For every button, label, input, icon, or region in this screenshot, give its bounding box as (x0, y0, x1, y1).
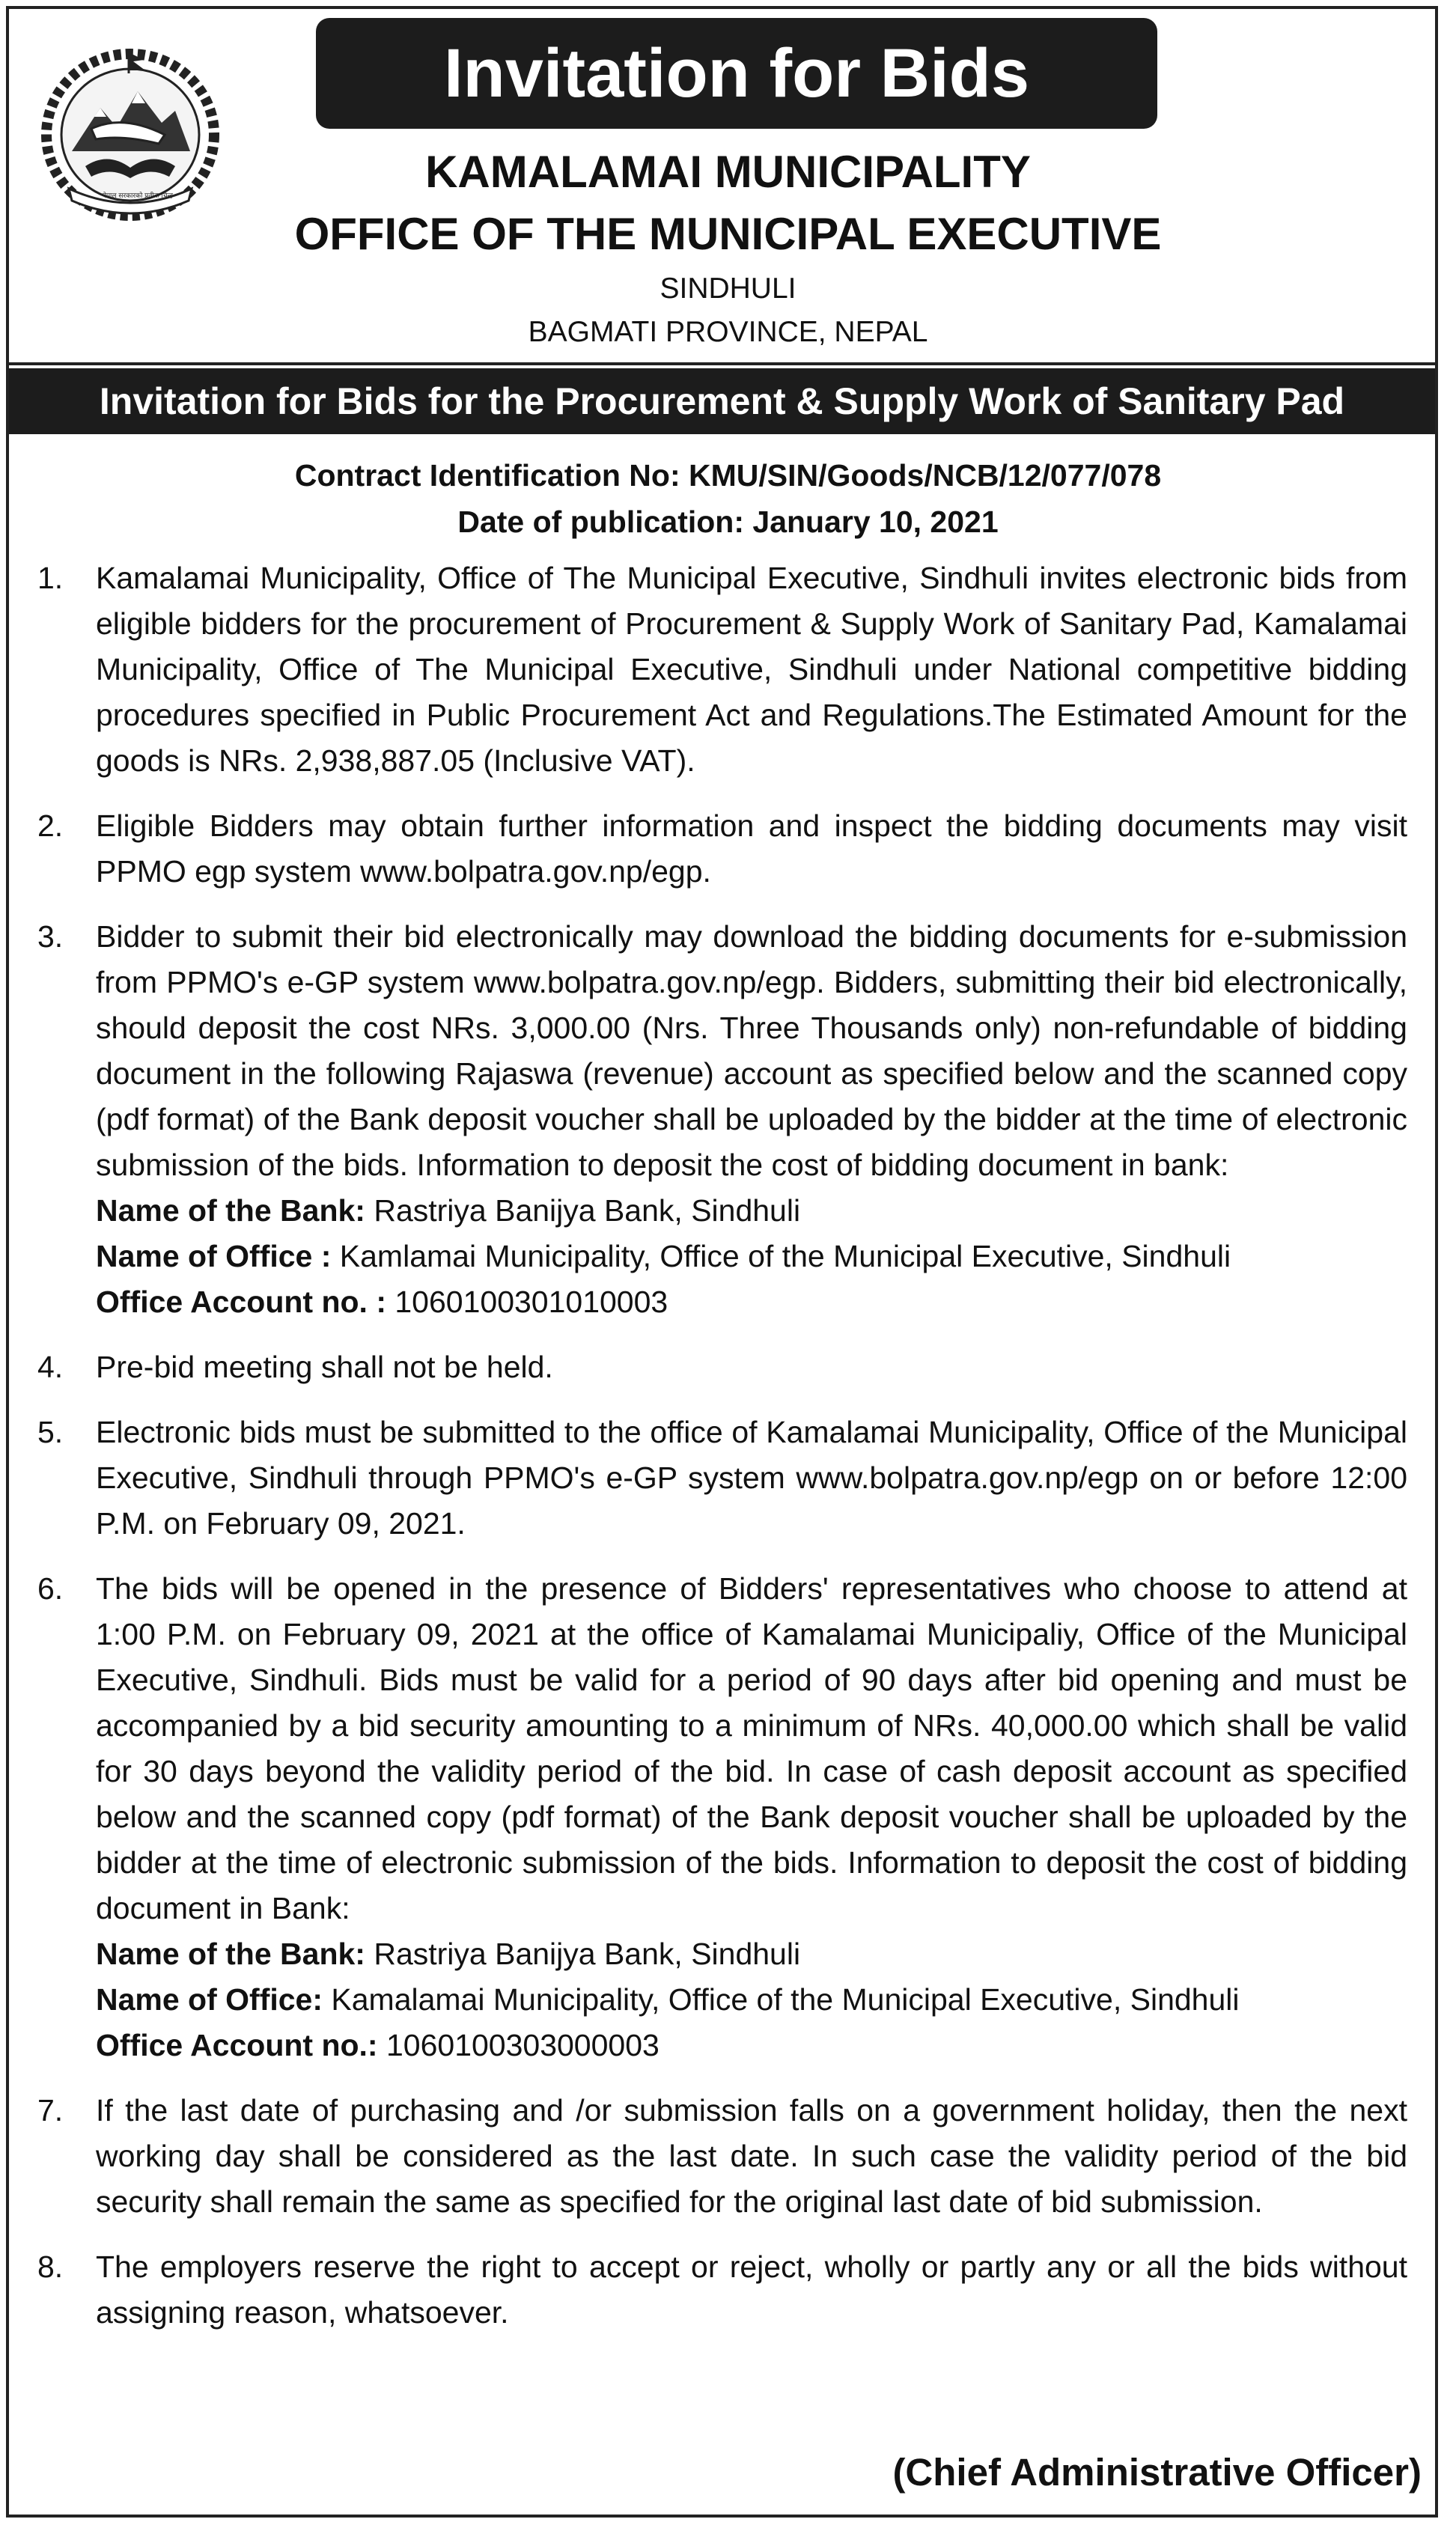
list-item (37, 555, 1407, 784)
item-text: Kamalamai Municipality, Office of The Municipal Executive, Sindhuli invites electronic bids from eligible bidders for the procurement of Procurement & Supply Work of Sanitary Pad, Kamalamai Municipality, Office of The Municipal Executive, Sindhuli under National competitive bidding procedures specified in Public Procurement Act and Regulations.The Estimated Amount for the goods is NRs. 2,938,887.05 (Inclusive VAT). (96, 561, 1407, 778)
item-text: The bids will be opened in the presence of Bidders' representatives who choose to attend at 1:00 P.M. on February 09, 2021 at the office of Kamalamai Municipaliy, Office of the Municipal Executive, Sindhuli. Bids must be valid for a period of 90 days after bid opening and must be accompanied by a bid security amounting to a minimum of NRs. 40,000.00 which shall be valid for 30 days beyond the validity period of the bid. In case of cash deposit account as specified below and the scanned copy (pdf format) of the Bank deposit voucher shall be uploaded by the bidder at the time of electronic submission of the bids. Information to deposit the cost of bidding document in Bank: (96, 1571, 1407, 1925)
list-item (37, 803, 1407, 895)
account-info-line (96, 2023, 1407, 2068)
list-item (37, 1410, 1407, 1547)
bank-info-line (96, 1188, 1407, 1234)
notice-items (37, 555, 1407, 2355)
office-info-line (96, 1234, 1407, 1279)
list-item (37, 1566, 1407, 2068)
account-value: 1060100301010003 (386, 1285, 668, 1319)
item-text: Electronic bids must be submitted to the office of Kamalamai Municipality, Office of the Municipal Executive, Sindhuli through PPMO's e-GP system www.bolpatra.gov.np/egp on or before 12:00 P.M. on February 09, 2021. (96, 1415, 1407, 1541)
item-number: 8. (37, 2250, 64, 2284)
bank-label: Name of the Bank: (96, 1193, 365, 1228)
banner-title: Invitation for Bids (316, 18, 1157, 129)
item-number: 2. (37, 808, 64, 843)
item-number: 4. (37, 1350, 64, 1384)
item-number: 1. (37, 561, 64, 595)
item-number: 5. (37, 1415, 64, 1449)
office-value: Kamalamai Municipality, Office of the Municipal Executive, Sindhuli (323, 1982, 1240, 2017)
contract-identification: Contract Identification No: KMU/SIN/Goods/NCB/12/077/078 (294, 458, 1162, 493)
account-value: 1060100303000003 (377, 2028, 660, 2062)
office-value: Kamlamai Municipality, Office of the Municipal Executive, Sindhuli (331, 1239, 1231, 1273)
office-info-line (96, 1977, 1407, 2023)
office-label: Name of Office: (96, 1982, 323, 2017)
signature-block: (Chief Administrative Officer) (892, 2451, 1422, 2494)
list-item (37, 2088, 1407, 2225)
item-number: 3. (37, 919, 64, 954)
emblem-ribbon-text: नेपाल सरकारको प्रतीक चिन्ह (102, 192, 174, 200)
account-label: Office Account no.: (96, 2028, 378, 2062)
item-text: Pre-bid meeting shall not be held. (96, 1350, 553, 1384)
divider (9, 362, 1435, 365)
province-name: BAGMATI PROVINCE, NEPAL (528, 316, 928, 348)
account-label: Office Account no. : (96, 1285, 386, 1319)
bank-value: Rastriya Banijya Bank, Sindhuli (365, 1937, 801, 1971)
bank-label: Name of the Bank: (96, 1937, 365, 1971)
list-item (37, 1344, 1407, 1390)
item-text: Bidder to submit their bid electronically may download the bidding documents for e-submission from PPMO's e-GP system www.bolpatra.gov.np/egp. Bidders, submitting their bid electronically, should deposit the cost NRs. 3,000.00 (Nrs. Three Thousands only) non-refundable of bidding document in the following Rajaswa (revenue) account as specified below and the scanned copy (pdf format) of the Bank deposit voucher shall be uploaded by the bidder at the time of electronic submission of the bids. Information to deposit the cost of bidding document in bank: (96, 919, 1407, 1182)
item-text: If the last date of purchasing and /or submission falls on a government holiday, then the next working day shall be considered as the last date. In such case the validity period of the bid security shall remain the same as specified for the original last date of bid submission. (96, 2093, 1407, 2219)
account-info-line (96, 1279, 1407, 1325)
publication-date: Date of publication: January 10, 2021 (457, 505, 999, 539)
notice-title: Invitation for Bids for the Procurement & Supply Work of Sanitary Pad (9, 368, 1435, 434)
office-label: Name of Office : (96, 1239, 332, 1273)
item-text: Eligible Bidders may obtain further information and inspect the bidding documents may visit PPMO egp system www.bolpatra.gov.np/egp. (96, 808, 1407, 889)
office-name: OFFICE OF THE MUNICIPAL EXECUTIVE (294, 209, 1162, 259)
item-number: 6. (37, 1571, 64, 1606)
org-name: KAMALAMAI MUNICIPALITY (425, 147, 1031, 197)
district-name: SINDHULI (660, 272, 796, 305)
list-item (37, 2244, 1407, 2336)
bank-info-line (96, 1931, 1407, 1977)
item-number: 7. (37, 2093, 64, 2127)
bank-value: Rastriya Banijya Bank, Sindhuli (365, 1193, 801, 1228)
item-text: The employers reserve the right to accept or reject, wholly or partly any or all the bids without assigning reason, whatsoever. (96, 2250, 1407, 2330)
list-item (37, 914, 1407, 1325)
